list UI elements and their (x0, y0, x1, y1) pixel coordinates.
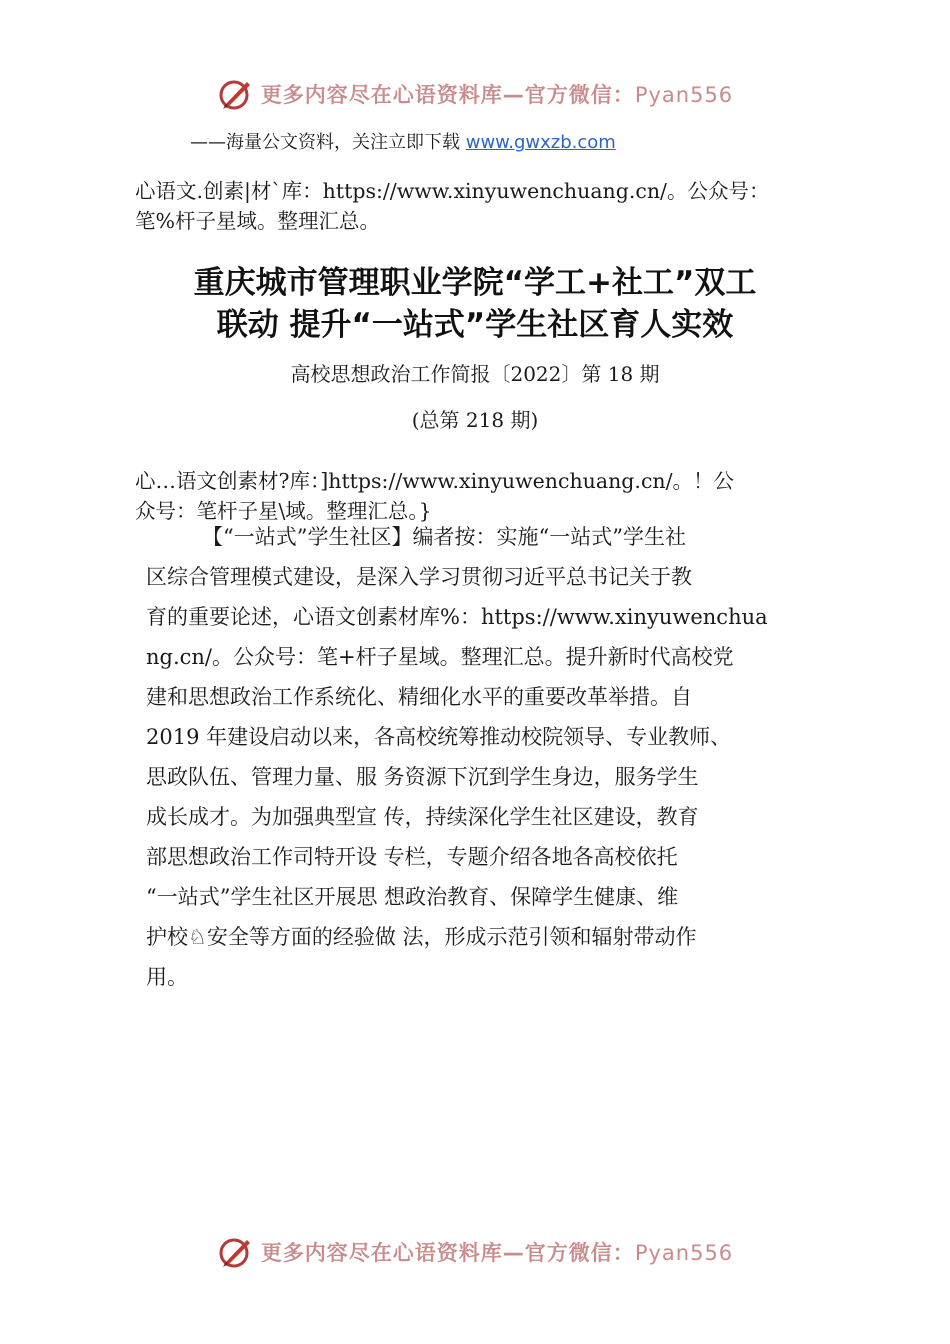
document-title: 重庆城市管理职业学院“学工+社工”双工 联动 提升“一站式”学生社区育人实效 (193, 265, 757, 343)
body-line: 【“一站式”学生社区】编者按：实施“一站式”学生社 (202, 525, 686, 549)
header-banner (0, 72, 950, 116)
body-line: 思政队伍、管理力量、服 务资源下沉到学生身边，服务学生 (146, 765, 699, 789)
banner-text: 更多内容尽在心语资料库—官方微信：Pyan556 (260, 83, 734, 107)
body-line: 部思想政治工作司特开设 专栏，专题介绍各地各高校依托 (146, 845, 678, 869)
body-line: 护校♘安全等方面的经验做 法，形成示范引领和辐射带动作 (146, 925, 697, 949)
issue-number: (总第 218 期) (411, 408, 539, 432)
body-line: 成长成才。为加强典型宣 传，持续深化学生社区建设，教育 (146, 805, 699, 829)
body-line: 2019 年建设启动以来，各高校统筹推动校院领导、专业教师、 (146, 725, 732, 749)
quill-pen-logo-icon (217, 1234, 253, 1270)
watermark-note-2: 心…语文创素材?库：]https://www.xinyuwenchuang.cn/。！公 众号：笔杆子星\域。整理汇总。} (135, 469, 735, 523)
body-line: 区综合管理模式建设，是深入学习贯彻习近平总书记关于教 (146, 565, 692, 589)
bulletin-subtitle: 高校思想政治工作简报〔2022〕第 18 期 (290, 362, 660, 386)
banner-text: 更多内容尽在心语资料库—官方微信：Pyan556 (260, 1241, 734, 1265)
body-line: 用。 (146, 965, 188, 989)
footer-banner (0, 1230, 950, 1274)
body-line: 育的重要论述，心语文创素材库%：https://www.xinyuwenchua (146, 605, 768, 629)
wechat-id: Pyan556 (634, 1241, 734, 1265)
download-notice: ——海量公文资料，关注立即下载 www.gwxzb.com (190, 132, 616, 153)
body-line: 建和思想政治工作系统化、精细化水平的重要改革举措。自 (146, 685, 692, 709)
site-link[interactable]: www.gwxzb.com (465, 132, 616, 153)
body-line: “一站式”学生社区开展思 想政治教育、保障学生健康、维 (146, 885, 679, 909)
wechat-id: Pyan556 (634, 83, 734, 107)
quill-pen-logo-icon (217, 76, 253, 112)
body-line: ng.cn/。公众号：笔+杆子星域。整理汇总。提升新时代高校党 (146, 645, 734, 669)
watermark-note-1: 心语文.创素|材`库：https://www.xinyuwenchuang.cn/。公众号： 笔%杆子星域。整理汇总。 (135, 179, 770, 233)
